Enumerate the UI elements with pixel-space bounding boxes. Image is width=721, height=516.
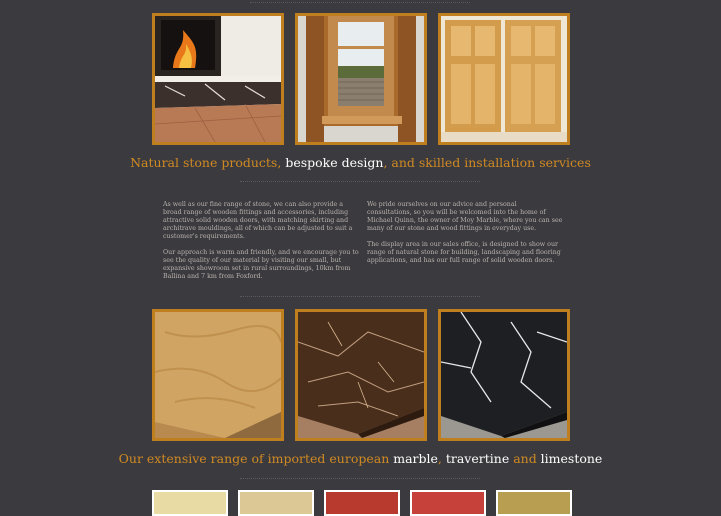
heading-range-limestone[interactable]: limestone <box>540 451 603 466</box>
heading-range-separator: , <box>437 451 446 466</box>
doors-image <box>441 16 567 142</box>
nero-marquina-photo[interactable] <box>438 309 570 441</box>
intro-right-column <box>367 201 563 273</box>
divider <box>240 296 480 297</box>
heading-range-marble[interactable]: marble <box>393 451 438 466</box>
emperador-image <box>298 312 424 438</box>
intro-paragraph: As well as our fine range of stone, we can also provide a broad range of wooden fittings and accessories, including attractive solid wooden doors, with matching skirting and architrave mouldings, all of which can be adjusted to suit a customer's requirements. <box>163 201 353 240</box>
thumbnail-beige[interactable] <box>238 490 314 516</box>
divider <box>250 2 470 3</box>
travertine-image <box>155 312 281 438</box>
heading-services-text-1: Natural stone products, <box>130 155 286 170</box>
intro-paragraph: We pride ourselves on our advice and personal consultations, so you will be welcomed into the home of Michael Quinn, the owner of Moy Marble, where you can see many of our stone and wood fittings in everyday use. <box>367 201 563 232</box>
thumbnail-rosso[interactable] <box>410 490 486 516</box>
window-photo[interactable] <box>295 13 427 145</box>
travertine-photo[interactable] <box>152 309 284 441</box>
intro-left-column <box>163 201 359 289</box>
heading-range-separator: and <box>509 451 541 466</box>
heading-services-text-2: , and skilled installation services <box>383 155 591 170</box>
heading-services <box>0 155 721 170</box>
doors-photo[interactable] <box>438 13 570 145</box>
divider <box>240 478 480 479</box>
nero-marquina-image <box>441 312 567 438</box>
intro-paragraph: Our approach is warm and friendly, and we encourage you to see the quality of our material by visiting our small, but expansive showroom set in rural surroundings, 10km from Ballina and 7 km from Foxford. <box>163 249 359 280</box>
fireplace-photo[interactable] <box>152 13 284 145</box>
intro-paragraph: The display area in our sales office, is designed to show our range of natural stone for building, landscaping and flooring applications, and has our full range of solid wooden doors. <box>367 241 561 264</box>
window-image <box>298 16 424 142</box>
emperador-photo[interactable] <box>295 309 427 441</box>
thumbnail-cream[interactable] <box>152 490 228 516</box>
thumbnail-red[interactable] <box>324 490 400 516</box>
heading-services-highlight: bespoke design <box>285 155 384 170</box>
heading-range-travertine[interactable]: travertine <box>445 451 510 466</box>
heading-range-text: Our extensive range of imported european <box>118 451 394 466</box>
fireplace-image <box>155 16 281 142</box>
thumbnail-gold[interactable] <box>496 490 572 516</box>
heading-range <box>0 451 721 466</box>
divider <box>240 181 480 182</box>
